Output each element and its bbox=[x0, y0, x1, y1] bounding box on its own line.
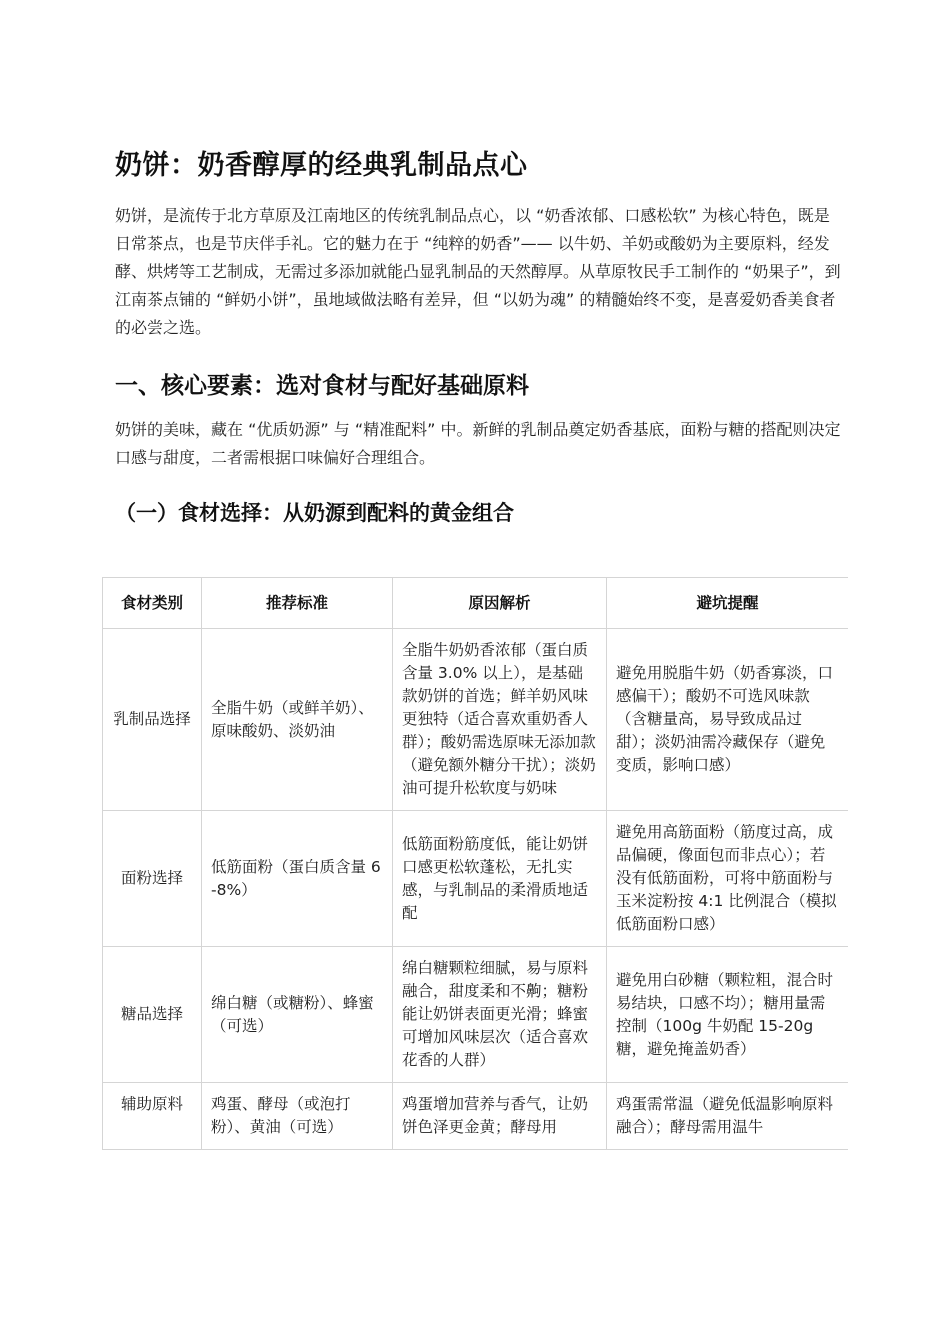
ingredient-table-container bbox=[102, 577, 848, 1225]
header-reason: 原因解析 bbox=[393, 578, 607, 629]
table-row bbox=[103, 1083, 849, 1150]
table-row bbox=[103, 629, 849, 811]
cell-category: 辅助原料 bbox=[103, 1083, 202, 1150]
header-category: 食材类别 bbox=[103, 578, 202, 629]
section-title: 一、核心要素：选对食材与配好基础原料 bbox=[115, 373, 529, 399]
cell-warning: 鸡蛋需常温（避免低温影响原料融合）；酵母需用温牛 bbox=[607, 1083, 849, 1150]
header-warning: 避坑提醒 bbox=[607, 578, 849, 629]
cell-category: 糖品选择 bbox=[103, 947, 202, 1083]
cell-warning: 避免用脱脂牛奶（奶香寡淡，口感偏干）；酸奶不可选风味款（含糖量高，易导致成品过甜）；淡奶油需冷藏保存（避免变质，影响口感） bbox=[607, 629, 849, 811]
cell-category: 面粉选择 bbox=[103, 811, 202, 947]
cell-reason: 全脂牛奶奶香浓郁（蛋白质含量 3.0% 以上），是基础款奶饼的首选；鲜羊奶风味更独特（适合喜欢重奶香人群）；酸奶需选原味无添加款（避免额外糖分干扰）；淡奶油可提升松软度与奶味 bbox=[393, 629, 607, 811]
table-row bbox=[103, 811, 849, 947]
cell-recommendation: 低筋面粉（蛋白质含量 6-8%） bbox=[202, 811, 393, 947]
cell-reason: 绵白糖颗粒细腻，易与原料融合，甜度柔和不齁；糖粉能让奶饼表面更光滑；蜂蜜可增加风味层次（适合喜欢花香的人群） bbox=[393, 947, 607, 1083]
cell-reason: 低筋面粉筋度低，能让奶饼口感更松软蓬松，无扎实感，与乳制品的柔滑质地适配 bbox=[393, 811, 607, 947]
intro-paragraph: 奶饼，是流传于北方草原及江南地区的传统乳制品点心，以 “奶香浓郁、口感松软” 为核心特色，既是日常茶点，也是节庆伴手礼。它的魅力在于 “纯粹的奶香”—— 以牛奶、羊奶或酸奶为主要原料，经发酵、烘烤等工艺制成，无需过多添加就能凸显乳制品的天然醇厚。从草原牧民手工制作的 “奶果子”，到江南茶点铺的 “鲜奶小饼”，虽地域做法略有差异，但 “以奶为魂” 的精髓始终不变，是喜爱奶香美食者的必尝之选。 bbox=[115, 206, 841, 337]
cell-recommendation: 全脂牛奶（或鲜羊奶）、原味酸奶、淡奶油 bbox=[202, 629, 393, 811]
ingredient-table bbox=[102, 577, 848, 1150]
subsection-title: （一）食材选择：从奶源到配料的黄金组合 bbox=[115, 501, 514, 525]
table-row bbox=[103, 947, 849, 1083]
cell-category: 乳制品选择 bbox=[103, 629, 202, 811]
cell-warning: 避免用白砂糖（颗粒粗，混合时易结块，口感不均）；糖用量需控制（100g 牛奶配 15-20g 糖，避免掩盖奶香） bbox=[607, 947, 849, 1083]
cell-recommendation: 鸡蛋、酵母（或泡打粉）、黄油（可选） bbox=[202, 1083, 393, 1150]
header-recommendation: 推荐标准 bbox=[202, 578, 393, 629]
cell-reason: 鸡蛋增加营养与香气，让奶饼色泽更金黄；酵母用 bbox=[393, 1083, 607, 1150]
section-description: 奶饼的美味，藏在 “优质奶源” 与 “精准配料” 中。新鲜的乳制品奠定奶香基底，面粉与糖的搭配则决定口感与甜度，二者需根据口味偏好合理组合。 bbox=[115, 420, 841, 467]
cell-warning: 避免用高筋面粉（筋度过高，成品偏硬，像面包而非点心）；若没有低筋面粉，可将中筋面粉与玉米淀粉按 4:1 比例混合（模拟低筋面粉口感） bbox=[607, 811, 849, 947]
table-header-row bbox=[103, 578, 849, 629]
document-title: 奶饼：奶香醇厚的经典乳制品点心 bbox=[115, 150, 528, 181]
cell-recommendation: 绵白糖（或糖粉）、蜂蜜（可选） bbox=[202, 947, 393, 1083]
